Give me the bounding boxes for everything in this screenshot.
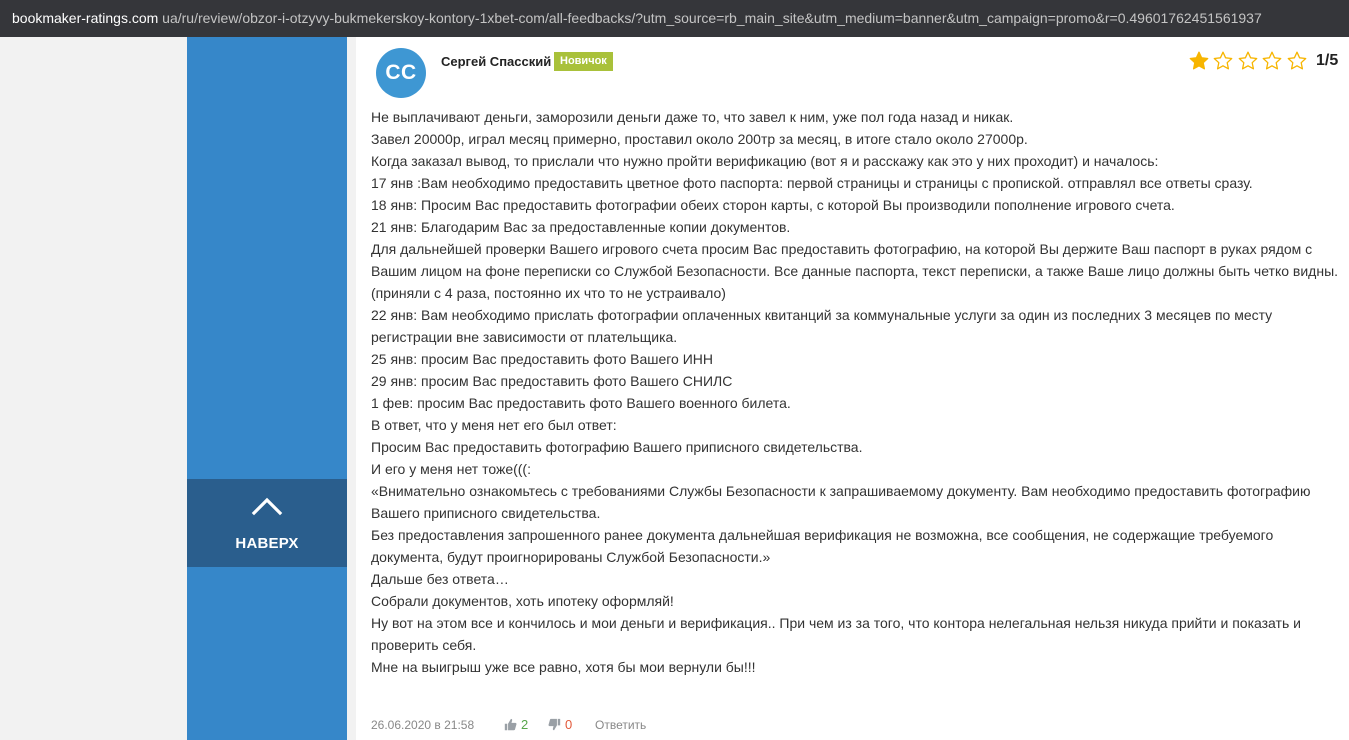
review-paragraph: Мне на выигрыш уже все равно, хотя бы мои вернули бы!!!: [371, 659, 756, 675]
url-path: ua/ru/review/obzor-i-otzyvy-bukmekerskoy-kontory-1xbet-com/all-feedbacks/?utm_source=rb_main_site&utm_medium=banner&utm_campaign=promo&r=0.49601762451561937: [158, 10, 1262, 26]
review-date: 26.06.2020 в 21:58: [371, 718, 475, 732]
star-empty-icon: [1213, 51, 1233, 71]
review-paragraph: Ну вот на этом все и кончилось и мои деньги и верификация.. При чем из за того, что контора нелегальная нельзя никуда прийти и показать и проверить себя.: [371, 615, 1301, 653]
review-paragraph: Просим Вас предоставить фотографию Вашего приписного свидетельства.: [371, 439, 863, 455]
review-paragraph: Без предоставления запрошенного ранее документа дальнейшая верификация не возможна, все сообщения, не содержащие требуемого документа, будут проигнорированы Службой Безопасности.»: [371, 527, 1274, 565]
review-paragraph: 18 янв: Просим Вас предоставить фотографии обеих сторон карты, с которой Вы производили пополнение игрового счета.: [371, 197, 1175, 213]
review-paragraph: Когда заказал вывод, то прислали что нужно пройти верификацию (вот я и расскажу как это у них проходит) и началось:: [371, 153, 1159, 169]
dislike-button[interactable]: [548, 717, 572, 732]
review-paragraph: «Внимательно ознакомьтесь с требованиями Службы Безопасности к запрашиваемому документу. Вам необходимо предоставить фотографию Вашего приписного свидетельства.: [371, 483, 1311, 521]
reply-link[interactable]: Ответить: [595, 718, 647, 732]
review-paragraph: 22 янв: Вам необходимо прислать фотографии оплаченных квитанций за коммунальные услуги за один из последних 3 месяцев по месту регистрации вне зависимости от плательщика.: [371, 307, 1273, 345]
review-paragraph: 1 фев: просим Вас предоставить фото Вашего военного билета.: [371, 395, 791, 411]
rating-value: 1/5: [1316, 52, 1339, 69]
review-paragraph: Дальше без ответа…: [371, 571, 509, 587]
avatar: СС: [376, 48, 426, 98]
star-empty-icon: [1262, 51, 1282, 71]
review-paragraph: Не выплачивают деньги, заморозили деньги даже то, что завел к ним, уже пол года назад и никак.: [371, 109, 1014, 125]
review-paragraph: 17 янв :Вам необходимо предоставить цветное фото паспорта: первой страницы и страницы с пропиской. отправлял все ответы сразу.: [371, 175, 1253, 191]
star-empty-icon: [1238, 51, 1258, 71]
thumbs-down-icon: [548, 718, 561, 731]
like-count: 2: [521, 717, 529, 732]
review-card: [356, 37, 1349, 740]
dislike-count: 0: [565, 717, 573, 732]
thumbs-up-icon: [504, 718, 517, 731]
review-text: [371, 106, 1346, 678]
like-button[interactable]: [504, 717, 528, 732]
user-rank-badge: Новичок: [554, 52, 613, 71]
chevron-up-icon: [251, 496, 283, 516]
star-filled-icon: [1189, 51, 1209, 71]
address-bar[interactable]: [0, 0, 1349, 37]
review-paragraph: В ответ, что у меня нет его был ответ:: [371, 417, 617, 433]
author-name[interactable]: Сергей Спасский: [441, 54, 552, 69]
left-margin: [0, 37, 187, 740]
scroll-to-top-button[interactable]: [187, 479, 347, 567]
star-empty-icon: [1287, 51, 1307, 71]
url-host: bookmaker-ratings.com: [12, 10, 159, 26]
review-paragraph: 21 янв: Благодарим Вас за предоставленные копии документов.: [371, 219, 791, 235]
review-paragraph: И его у меня нет тоже(((:: [371, 461, 531, 477]
review-paragraph: 29 янв: просим Вас предоставить фото Вашего СНИЛС: [371, 373, 733, 389]
review-paragraph: Собрали документов, хоть ипотеку оформляй!: [371, 593, 674, 609]
scroll-to-top-label: НАВЕРХ: [235, 535, 299, 552]
review-paragraph: Для дальнейшей проверки Вашего игрового счета просим Вас предоставить фотографию, на которой Вы держите Ваш паспорт в руках рядом с Вашим лицом на фоне переписки со Службой Безопасности. Все данные паспорта, текст переписки, а также Ваше лицо должны быть четко видны. (приняли с 4 раза, постоянно их что то не устраивало): [371, 241, 1339, 301]
rating-stars: [1189, 51, 1311, 71]
review-paragraph: 25 янв: просим Вас предоставить фото Вашего ИНН: [371, 351, 714, 367]
blue-sidebar: [187, 37, 347, 740]
review-paragraph: Завел 20000р, играл месяц примерно, проставил около 200тр за месяц, в итоге стало около 27000р.: [371, 131, 1028, 147]
